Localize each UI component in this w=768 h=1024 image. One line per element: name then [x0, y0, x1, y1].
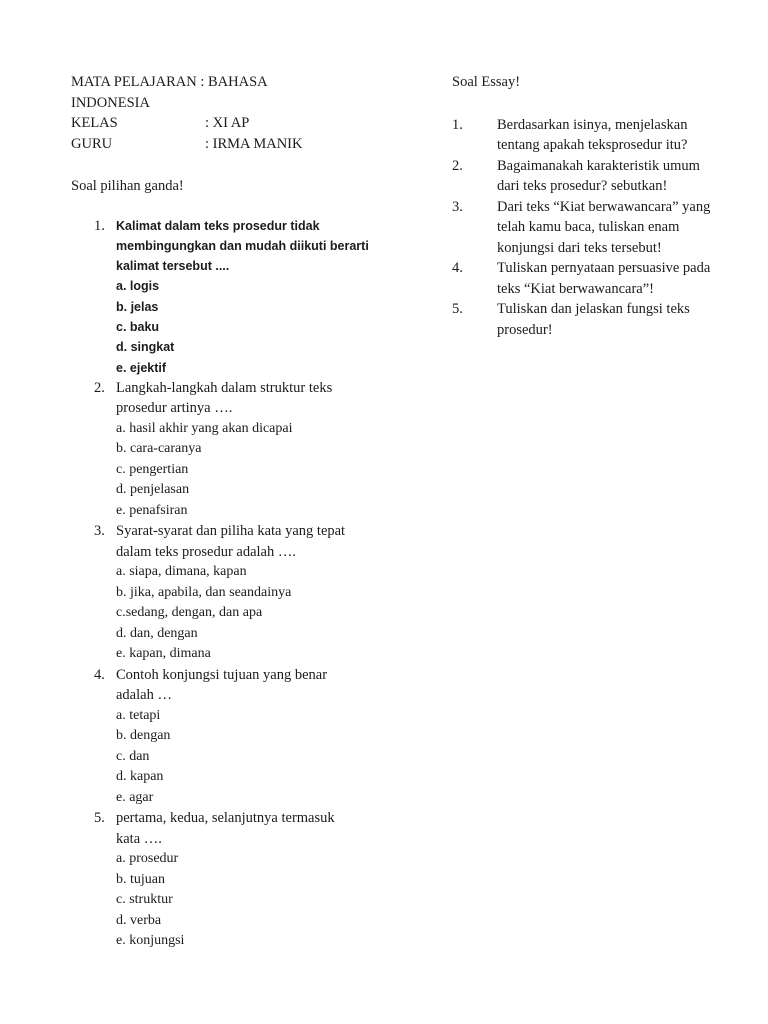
- answer-option: b. jelas: [116, 299, 159, 314]
- essay-question-5: [452, 299, 712, 340]
- answer-option: d. kapan: [116, 769, 164, 785]
- kelas-row: [71, 113, 401, 134]
- subject-line-1: MATA PELAJARAN : BAHASA: [71, 74, 268, 90]
- answer-option: a. siapa, dimana, kapan: [116, 564, 247, 580]
- question-3: [71, 521, 401, 665]
- question-text-line: prosedur artinya ….: [116, 400, 233, 417]
- question-text-line: Tuliskan pernyataan persuasive pada: [497, 260, 711, 276]
- question-text-line: Kalimat dalam teks prosedur tidak: [116, 218, 320, 233]
- question-text-line: Dari teks “Kiat berwawancara” yang: [497, 198, 711, 215]
- answer-option: b. cara-caranya: [116, 441, 202, 457]
- answer-option: b. dengan: [116, 728, 171, 744]
- question-number: 4.: [452, 260, 463, 276]
- question-1: [71, 216, 401, 378]
- question-text-line: Berdasarkan isinya, menjelaskan: [497, 116, 688, 133]
- answer-option: c. struktur: [116, 892, 173, 908]
- subject-line-2: INDONESIA: [71, 94, 150, 111]
- question-number: 5.: [94, 810, 105, 827]
- question-text-line: pertama, kedua, selanjutnya termasuk: [116, 810, 335, 827]
- question-number: 1.: [452, 116, 463, 133]
- answer-option: e. penafsiran: [116, 502, 188, 518]
- question-text-line: konjungsi dari teks tersebut!: [497, 239, 662, 256]
- question-text-line: Tuliskan dan jelaskan fungsi teks: [497, 301, 690, 317]
- answer-option: d. singkat: [116, 340, 175, 355]
- question-number: 5.: [452, 301, 463, 317]
- multiple-choice-title: Soal pilihan ganda!: [71, 178, 184, 194]
- question-text-line: dari teks prosedur? sebutkan!: [497, 178, 668, 194]
- answer-option: d. dan, dengan: [116, 625, 198, 641]
- question-text-line: Bagaimanakah karakteristik umum: [497, 157, 700, 174]
- question-number: 3.: [452, 198, 463, 215]
- answer-option: a. logis: [116, 279, 160, 294]
- answer-option: d. verba: [116, 912, 162, 928]
- question-number: 1.: [94, 217, 105, 234]
- answer-option: e. agar: [116, 789, 154, 805]
- question-text-line: teks “Kiat berwawancara”!: [497, 280, 654, 297]
- answer-option: e. konjungsi: [116, 933, 185, 949]
- question-text-line: Langkah-langkah dalam struktur teks: [116, 379, 333, 396]
- question-text-line: kalimat tersebut ....: [116, 259, 230, 274]
- answer-option: c.sedang, dengan, dan apa: [116, 605, 263, 621]
- question-text-line: membingungkan dan mudah diikuti berarti: [116, 238, 369, 253]
- answer-option: c. baku: [116, 319, 160, 334]
- essay-question-4: [452, 258, 712, 299]
- answer-option: a. tetapi: [116, 707, 161, 723]
- question-text-line: kata ….: [116, 830, 162, 847]
- answer-option: a. hasil akhir yang akan dicapai: [116, 420, 293, 436]
- multiple-choice-list: [71, 216, 401, 952]
- question-text-line: Contoh konjungsi tujuan yang benar: [116, 666, 328, 683]
- essay-question-3: [452, 197, 712, 259]
- right-column: [452, 72, 712, 340]
- question-number: 4.: [94, 666, 105, 683]
- guru-row: [71, 134, 401, 155]
- question-text-line: adalah …: [116, 687, 172, 704]
- kelas-value: : XI AP: [205, 115, 250, 131]
- question-text-line: Syarat-syarat dan piliha kata yang tepat: [116, 523, 346, 540]
- question-number: 2.: [452, 157, 463, 174]
- question-text-line: telah kamu baca, tuliskan enam: [497, 219, 680, 235]
- question-text-line: tentang apakah teksprosedur itu?: [497, 137, 688, 153]
- question-2: [71, 378, 401, 522]
- answer-option: b. jika, apabila, dan seandainya: [116, 584, 292, 600]
- guru-label: GURU: [71, 135, 113, 152]
- answer-option: c. dan: [116, 748, 150, 764]
- answer-option: e. kapan, dimana: [116, 646, 211, 662]
- essay-question-2: [452, 156, 712, 197]
- answer-option: a. prosedur: [116, 851, 179, 867]
- answer-option: b. tujuan: [116, 871, 165, 887]
- document-header: [71, 72, 401, 154]
- question-text-line: prosedur!: [497, 321, 553, 338]
- question-number: 3.: [94, 523, 105, 540]
- answer-option: e. ejektif: [116, 360, 167, 375]
- essay-title: Soal Essay!: [452, 74, 521, 90]
- answer-option: c. pengertian: [116, 461, 189, 477]
- question-4: [71, 665, 401, 809]
- question-number: 2.: [94, 379, 105, 396]
- essay-list: [452, 115, 712, 341]
- question-5: [71, 808, 401, 952]
- question-text-line: dalam teks prosedur adalah ….: [116, 543, 296, 560]
- kelas-label: KELAS: [71, 115, 118, 131]
- guru-value: : IRMA MANIK: [205, 135, 303, 152]
- essay-question-1: [452, 115, 712, 156]
- answer-option: d. penjelasan: [116, 482, 190, 498]
- left-column: [71, 72, 401, 952]
